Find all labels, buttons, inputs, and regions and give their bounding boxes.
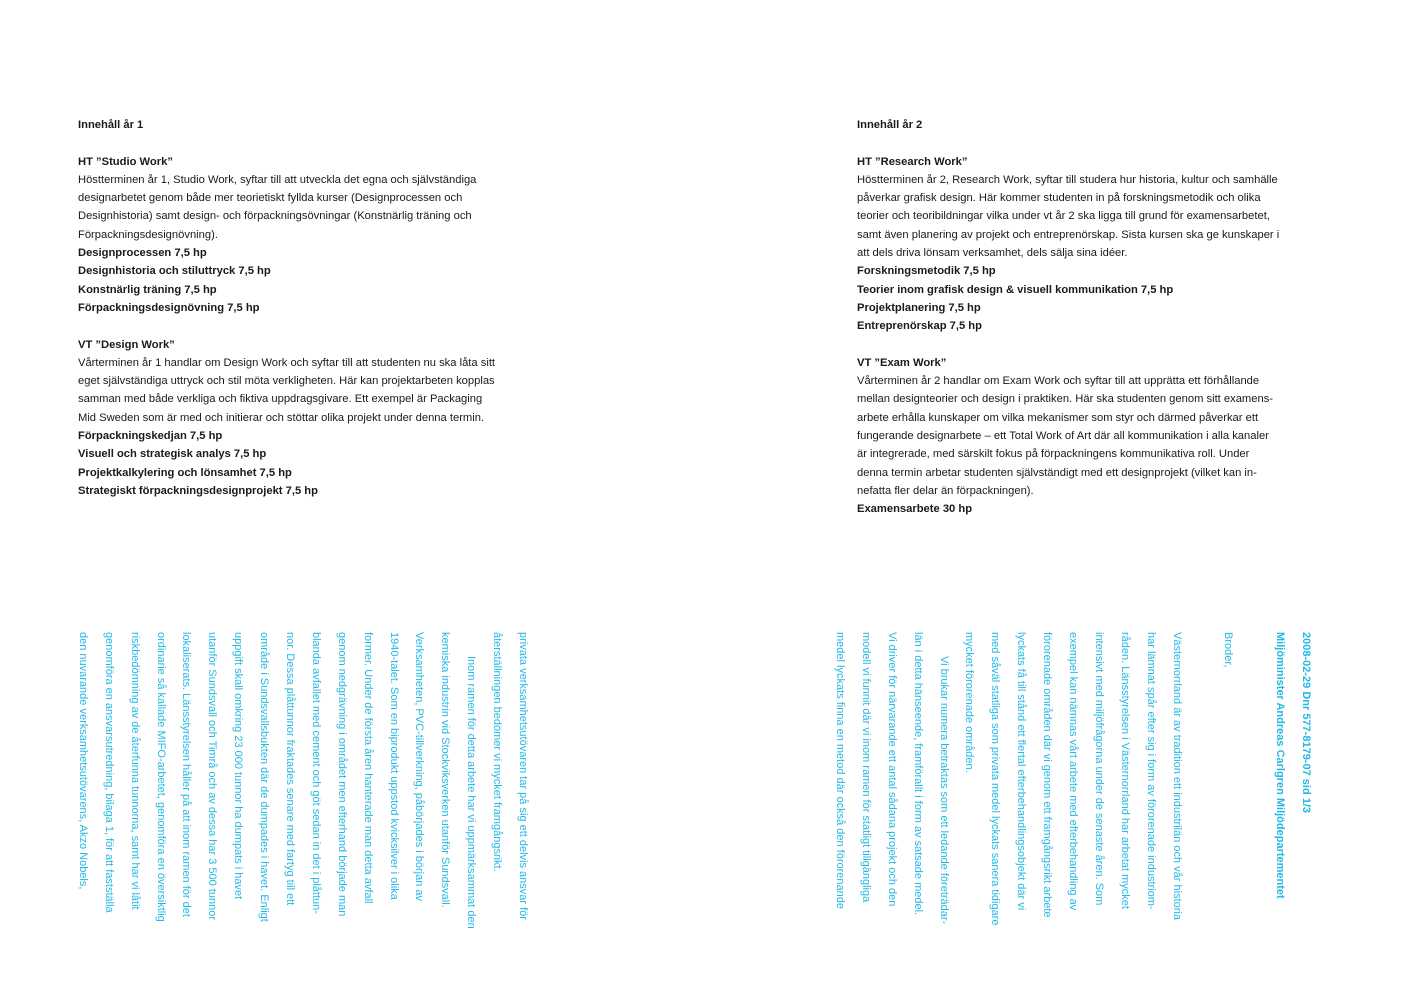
letter-line: den nuvarande verksamhetsutövarens, Akzo Nobels, <box>76 632 89 890</box>
letter-line: uppgift skall omkring 23 000 tunnor ha dumpats i havet <box>232 632 245 900</box>
letter-line: lokaliserats. Länsstyrelsen håller på att inom ramen för det <box>180 632 193 917</box>
year2-ht-title: HT ”Research Work” <box>857 155 968 168</box>
letter-line: med såväl statliga som privata medel lyckats sanera tidigare <box>989 632 1002 926</box>
year2-column <box>857 116 1337 519</box>
year1-vt-text-line: samman med både verkliga och fiktiva uppdragsgivare. Ett exempel är Packaging <box>78 393 483 406</box>
letter-line: genomföra en ansvarsutredning, bilaga 1, för att fastställa <box>102 632 115 913</box>
year2-ht-course: Entreprenörskap 7,5 hp <box>857 320 982 333</box>
year2-ht-course: Forskningsmetodik 7,5 hp <box>857 265 996 278</box>
letter-line: Vi driver för närvarande ett antal sådana projekt och den <box>885 632 898 907</box>
year2-ht-text-line: att dels driva lönsam verksamhet, dels sälja sina idéer. <box>857 247 1128 260</box>
letter-line: riskbedömning av de återfunna tunnorna, samt har vi låtit <box>128 632 141 910</box>
year1-vt-title: VT ”Design Work” <box>78 338 175 351</box>
year2-ht-text-line: teorier och teoribildningar vilka under vt år 2 ska ligga till grund för examensarbetet, <box>857 210 1270 223</box>
letter-line: genom nedgrävning i området men efterhand började man <box>335 632 348 917</box>
letter-greeting: Broder, <box>1222 632 1235 668</box>
letter-line: Vi brukar numera betraktas som ett ledande företrädar- <box>937 656 950 925</box>
letter-line: område i Sundsvallsbukten där de dumpades i havet. Enligt <box>258 632 271 922</box>
year1-column <box>78 116 558 500</box>
letter-line: modell vi funnit där vi inom ramen för statligt tillgängliga <box>859 632 872 903</box>
year1-vt-course: Projektkalkylering och lönsamhet 7,5 hp <box>78 466 292 479</box>
year2-vt-text-line: Vårterminen år 2 handlar om Exam Work och syftar till att upprätta ett förhållande <box>857 375 1260 388</box>
year1-vt-course: Visuell och strategisk analys 7,5 hp <box>78 448 267 461</box>
year1-heading: Innehåll år 1 <box>78 119 144 131</box>
year1-vt-text-line: Mid Sweden som är med och initierar och stöttar olika projekt under denna termin. <box>78 411 485 424</box>
year2-vt-text-line: är integrerade, med särskilt fokus på förpackningens kommunikativa roll. Under <box>857 448 1250 461</box>
year1-ht-course: Konstnärlig träning 7,5 hp <box>78 283 217 296</box>
letter-line: blanda avfallet med cement och göt sedan in det i plåttun- <box>309 632 322 914</box>
letter-line: län i detta hänseende, framförallt i form av satsade medel. <box>911 632 924 916</box>
year1-vt-course: Strategiskt förpackningsdesignprojekt 7,5 hp <box>78 484 318 497</box>
letter-line: nor. Dessa plåttunnor fraktades senare med fartyg till ett <box>283 632 296 906</box>
year2-ht-course: Projektplanering 7,5 hp <box>857 301 981 314</box>
year1-ht-course: Designhistoria och stiluttryck 7,5 hp <box>78 265 271 278</box>
year1-ht-text-line: designarbetet genom både mer teorietiskt fyllda kurser (Designprocessen och <box>78 192 463 205</box>
letter-line: Inom ramen för detta arbete har vi uppmärksammat den <box>465 656 478 929</box>
year2-ht-text-line: samt även planering av projekt och entreprenörskap. Sista kursen ska ge kunskaper i <box>857 228 1280 241</box>
letter-line: råden. Länsstyrelsen i Västernorrland har arbetat mycket <box>1118 632 1131 909</box>
year2-heading: Innehåll år 2 <box>857 119 923 131</box>
rotated-letter-continuation <box>69 632 535 929</box>
rotated-letter-opening <box>826 632 1318 925</box>
year2-ht-text-line: påverkar grafisk design. Här kommer studenten in på forskningsmetodik och olika <box>857 192 1261 205</box>
year2-vt-text-line: mellan designteorier och design i praktiken. Här ska studenten genom sitt examens- <box>857 393 1274 406</box>
year1-vt-text-line: Vårterminen år 1 handlar om Design Work och syftar till att studenten nu ska låta sitt <box>78 356 496 369</box>
letter-line: intensivt med miljöfrågorna under de senaste åren. Som <box>1092 632 1105 906</box>
letter-line: exempel kan nämnas vårt arbete med efterbehandling av <box>1066 632 1079 911</box>
letter-line: återställningen bedömer vi mycket framgångsrikt. <box>491 632 504 872</box>
letter-line: kemiska industrin vid Stockviksverken utanför Sundsvall. <box>439 632 452 908</box>
letter-line: lyckats få till stånd ett flertal efterbehandlingsobjekt där vi <box>1015 632 1028 911</box>
letter-line: Västernorrland är av tradition ett industrilän och vår historia <box>1170 632 1183 920</box>
year1-ht-text-line: Höstterminen år 1, Studio Work, syftar till att utveckla det egna och självständiga <box>78 173 477 186</box>
year1-vt-course: Förpackningskedjan 7,5 hp <box>78 430 223 443</box>
year2-vt-text-line: nefatta fler delar än förpackningen). <box>857 484 1034 497</box>
year2-vt-text-line: denna termin arbetar studenten självständigt med ett designprojekt (vilket kan in- <box>857 466 1257 479</box>
year2-vt-text-line: fungerande designarbete – ett Total Work of Art där all kommunikation i alla kanaler <box>857 430 1269 443</box>
year1-ht-text-line: Designhistoria) samt design- och förpackningsövningar (Konstnärlig träning och <box>78 210 472 223</box>
year2-vt-text-line: arbete erhålla kunskaper om vilka mekanismer som styr och därmed påverkar ett <box>857 411 1259 424</box>
letter-recipient: Miljöminister Andreas Carlgren Miljödepartementet <box>1274 632 1287 899</box>
letter-line: ordinarie så kallade MIFO-arbetet, genomföra en översiktlig <box>154 632 167 922</box>
year1-vt-text-line: eget självständiga uttryck och stil möta verkligheten. Här kan projektarbeten kopplas <box>78 375 495 388</box>
year2-vt-title: VT ”Exam Work” <box>857 356 947 369</box>
letter-line: Verksamheten, PVC-tillverkning, påbörjades i början av <box>413 632 426 902</box>
year1-ht-title: HT ”Studio Work” <box>78 155 173 168</box>
year2-ht-course: Teorier inom grafisk design & visuell kommunikation 7,5 hp <box>857 283 1174 296</box>
letter-line: utanför Sundsvall och Timrå och av dessa har 3 500 tunnor <box>206 632 219 921</box>
letter-line: medel lyckats finna en metod där också den förorenande <box>833 632 846 909</box>
year1-ht-text-line: Förpackningsdesignövning). <box>78 228 218 241</box>
letter-line: förorenade områden där vi genom ett framgångsrikt arbete <box>1041 632 1054 918</box>
letter-line: 1940-talet. Som en biprodukt uppstod kvicksilver i olika <box>387 632 400 900</box>
letter-line: har lämnat spår efter sig i form av förorenade industriom- <box>1144 632 1157 910</box>
letter-line: mycket förorenade områden. <box>963 632 976 773</box>
year2-vt-course: Examensarbete 30 hp <box>857 503 973 516</box>
letter-line: former. Under de första åren hanterade man detta avfall <box>361 632 374 904</box>
year1-ht-course: Förpackningsdesignövning 7,5 hp <box>78 301 260 314</box>
letter-ref-line: 2008-02-29 Dnr 577-8179-07 sid 1/3 <box>1300 632 1312 814</box>
year2-ht-text-line: Höstterminen år 2, Research Work, syftar till studera hur historia, kultur och samhälle <box>857 173 1278 186</box>
year1-ht-course: Designprocessen 7,5 hp <box>78 247 207 260</box>
letter-line: privata verksamhetsutövaren tar på sig ett delvis ansvar för <box>517 632 529 920</box>
